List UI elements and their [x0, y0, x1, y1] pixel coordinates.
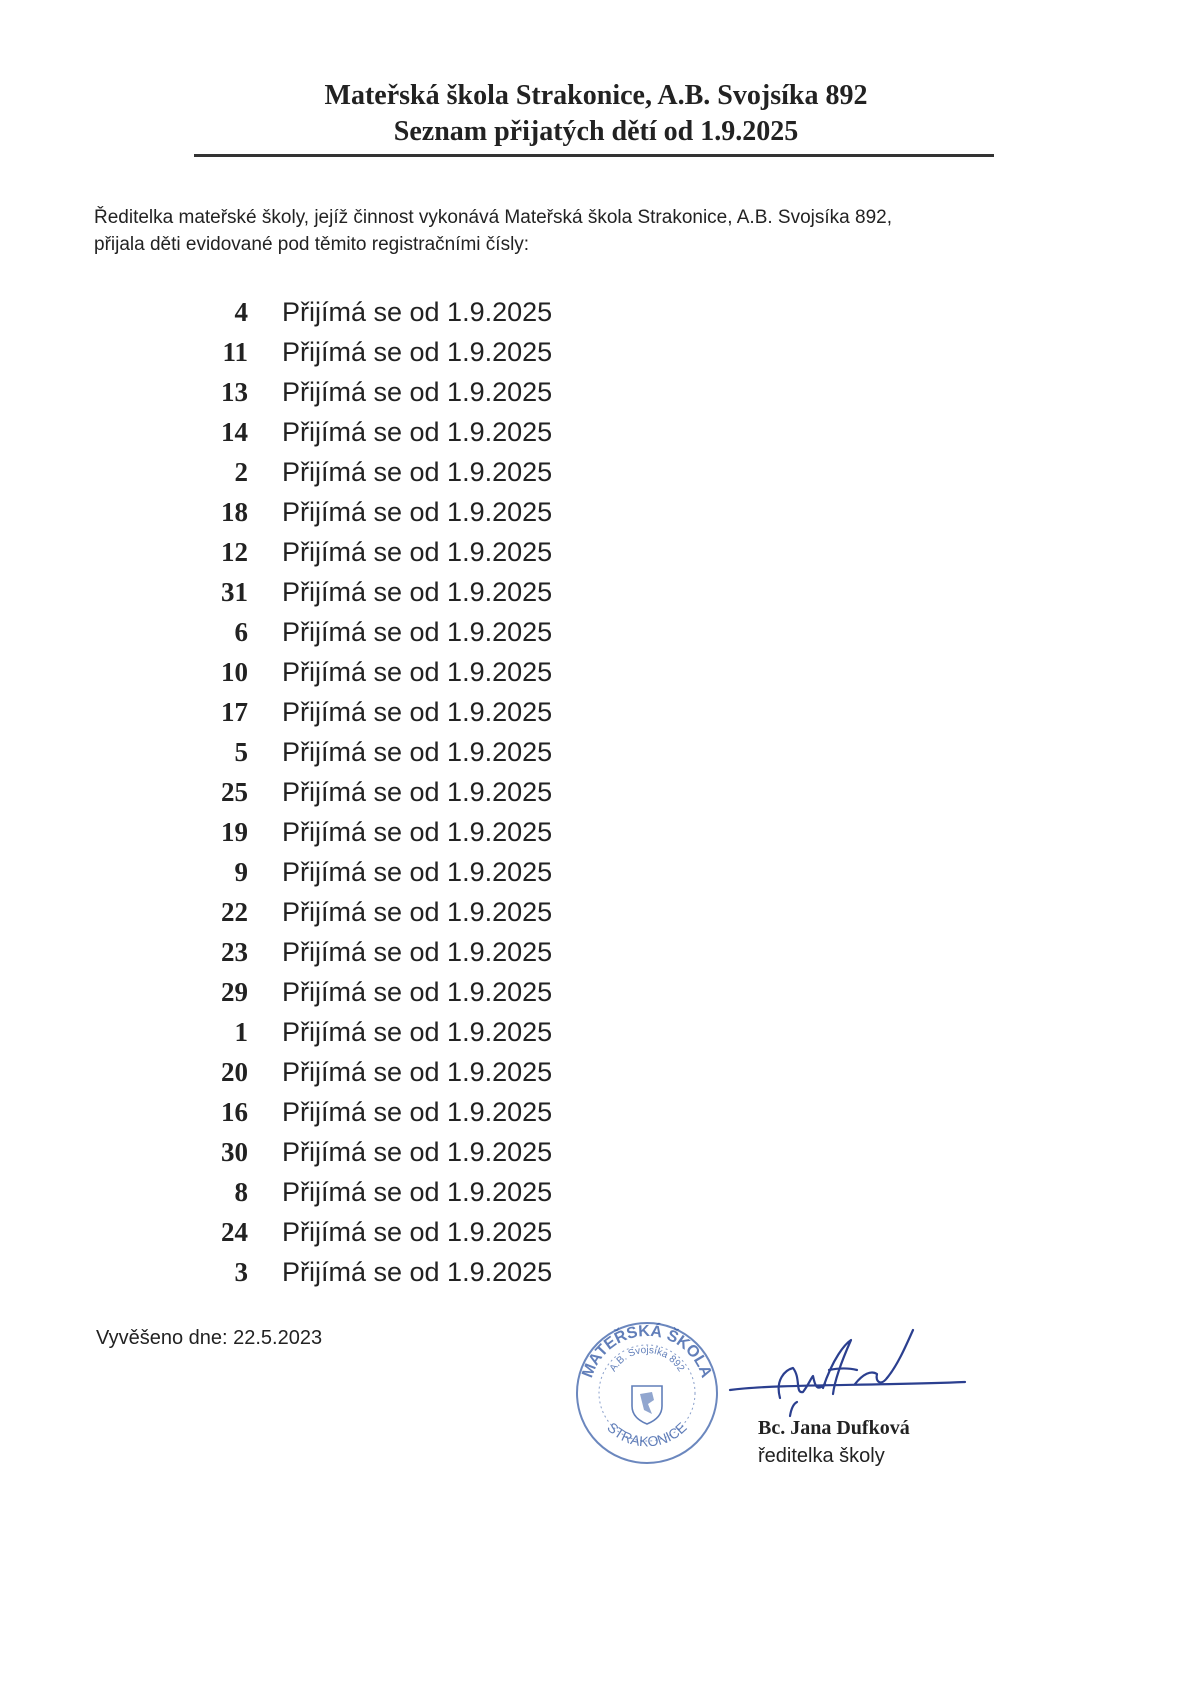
- registration-number: 23: [221, 936, 248, 967]
- registration-number: 12: [221, 536, 248, 567]
- registration-number: 20: [221, 1056, 248, 1087]
- list-item: [190, 452, 552, 492]
- registration-number: 14: [221, 416, 248, 447]
- registration-number: 19: [221, 816, 248, 847]
- acceptance-status: Přijímá se od 1.9.2025: [282, 856, 553, 887]
- registration-number: 30: [221, 1136, 248, 1167]
- acceptance-status: Přijímá se od 1.9.2025: [282, 896, 553, 927]
- list-item: [190, 1252, 552, 1292]
- acceptance-status: Přijímá se od 1.9.2025: [282, 816, 553, 847]
- registration-number: 4: [234, 296, 248, 327]
- stamp-text-bottom: STRAKONICE: [604, 1419, 690, 1450]
- acceptance-status: Přijímá se od 1.9.2025: [282, 296, 553, 327]
- school-stamp: [572, 1318, 722, 1468]
- registration-number: 1: [234, 1016, 248, 1047]
- acceptance-status: Přijímá se od 1.9.2025: [282, 1136, 553, 1167]
- list-item: [190, 372, 552, 412]
- list-item: [190, 1172, 552, 1212]
- acceptance-status: Přijímá se od 1.9.2025: [282, 1216, 553, 1247]
- registration-number: 11: [222, 336, 248, 367]
- list-item: [190, 932, 552, 972]
- acceptance-status: Přijímá se od 1.9.2025: [282, 656, 553, 687]
- registration-number: 2: [234, 456, 248, 487]
- registration-number: 5: [234, 736, 248, 767]
- acceptance-status: Přijímá se od 1.9.2025: [282, 616, 553, 647]
- list-item: [190, 492, 552, 532]
- list-item: [190, 532, 552, 572]
- acceptance-status: Přijímá se od 1.9.2025: [282, 336, 553, 367]
- acceptance-status: Přijímá se od 1.9.2025: [282, 496, 553, 527]
- registration-number: 31: [221, 576, 248, 607]
- acceptance-status: Přijímá se od 1.9.2025: [282, 736, 553, 767]
- list-item: [190, 732, 552, 772]
- signer-block: [758, 1414, 910, 1470]
- list-item: [190, 852, 552, 892]
- stamp-shield-icon: [632, 1386, 662, 1424]
- registration-number: 22: [221, 896, 248, 927]
- stamp-text-inner: A.B. Svojsíka 892: [607, 1344, 687, 1374]
- list-item: [190, 572, 552, 612]
- list-item: [190, 1052, 552, 1092]
- signer-role: ředitelka školy: [758, 1445, 885, 1467]
- acceptance-status: Přijímá se od 1.9.2025: [282, 976, 553, 1007]
- registration-number: 18: [221, 496, 248, 527]
- intro-paragraph: [94, 204, 1054, 258]
- list-item: [190, 1092, 552, 1132]
- registration-number: 9: [234, 856, 248, 887]
- list-item: [190, 972, 552, 1012]
- acceptance-status: Přijímá se od 1.9.2025: [282, 416, 553, 447]
- intro-line-1: Ředitelka mateřské školy, jejíž činnost vykonává Mateřská škola Strakonice, A.B. Svojsíka 892,: [94, 207, 892, 228]
- document-title: Seznam přijatých dětí od 1.9.2025: [393, 116, 799, 147]
- acceptance-status: Přijímá se od 1.9.2025: [282, 376, 553, 407]
- registration-number: 25: [221, 776, 248, 807]
- stamp-text-top: MATEŘSKÁ ŠKOLA: [579, 1322, 715, 1381]
- list-item: [190, 652, 552, 692]
- list-item: [190, 332, 552, 372]
- list-item: [190, 812, 552, 852]
- acceptance-status: Přijímá se od 1.9.2025: [282, 696, 553, 727]
- acceptance-status: Přijímá se od 1.9.2025: [282, 1176, 553, 1207]
- registration-number: 16: [221, 1096, 248, 1127]
- acceptance-status: Přijímá se od 1.9.2025: [282, 1096, 553, 1127]
- document-header: [0, 78, 1192, 150]
- accepted-children-list: [190, 292, 552, 1292]
- registration-number: 29: [221, 976, 248, 1007]
- list-item: [190, 892, 552, 932]
- school-name: Mateřská škola Strakonice, A.B. Svojsíka 892: [324, 80, 868, 111]
- acceptance-status: Přijímá se od 1.9.2025: [282, 1256, 553, 1287]
- registration-number: 17: [221, 696, 248, 727]
- acceptance-status: Přijímá se od 1.9.2025: [282, 1056, 553, 1087]
- list-item: [190, 1012, 552, 1052]
- registration-number: 3: [234, 1256, 248, 1287]
- handwritten-signature: [705, 1318, 1005, 1428]
- list-item: [190, 1132, 552, 1172]
- list-item: [190, 1212, 552, 1252]
- registration-number: 8: [234, 1176, 248, 1207]
- acceptance-status: Přijímá se od 1.9.2025: [282, 936, 553, 967]
- acceptance-status: Přijímá se od 1.9.2025: [282, 776, 553, 807]
- list-item: [190, 292, 552, 332]
- acceptance-status: Přijímá se od 1.9.2025: [282, 576, 553, 607]
- list-item: [190, 412, 552, 452]
- intro-line-2: přijala děti evidované pod těmito registračními čísly:: [94, 234, 530, 255]
- acceptance-status: Přijímá se od 1.9.2025: [282, 1016, 553, 1047]
- registration-number: 24: [221, 1216, 248, 1247]
- list-item: [190, 772, 552, 812]
- registration-number: 13: [221, 376, 248, 407]
- signer-name: Bc. Jana Dufková: [758, 1417, 910, 1439]
- registration-number: 6: [234, 616, 248, 647]
- list-item: [190, 692, 552, 732]
- list-item: [190, 612, 552, 652]
- posted-date: Vyvěšeno dne: 22.5.2023: [96, 1327, 323, 1349]
- header-rule: [194, 154, 994, 157]
- acceptance-status: Přijímá se od 1.9.2025: [282, 456, 553, 487]
- acceptance-status: Přijímá se od 1.9.2025: [282, 536, 553, 567]
- registration-number: 10: [221, 656, 248, 687]
